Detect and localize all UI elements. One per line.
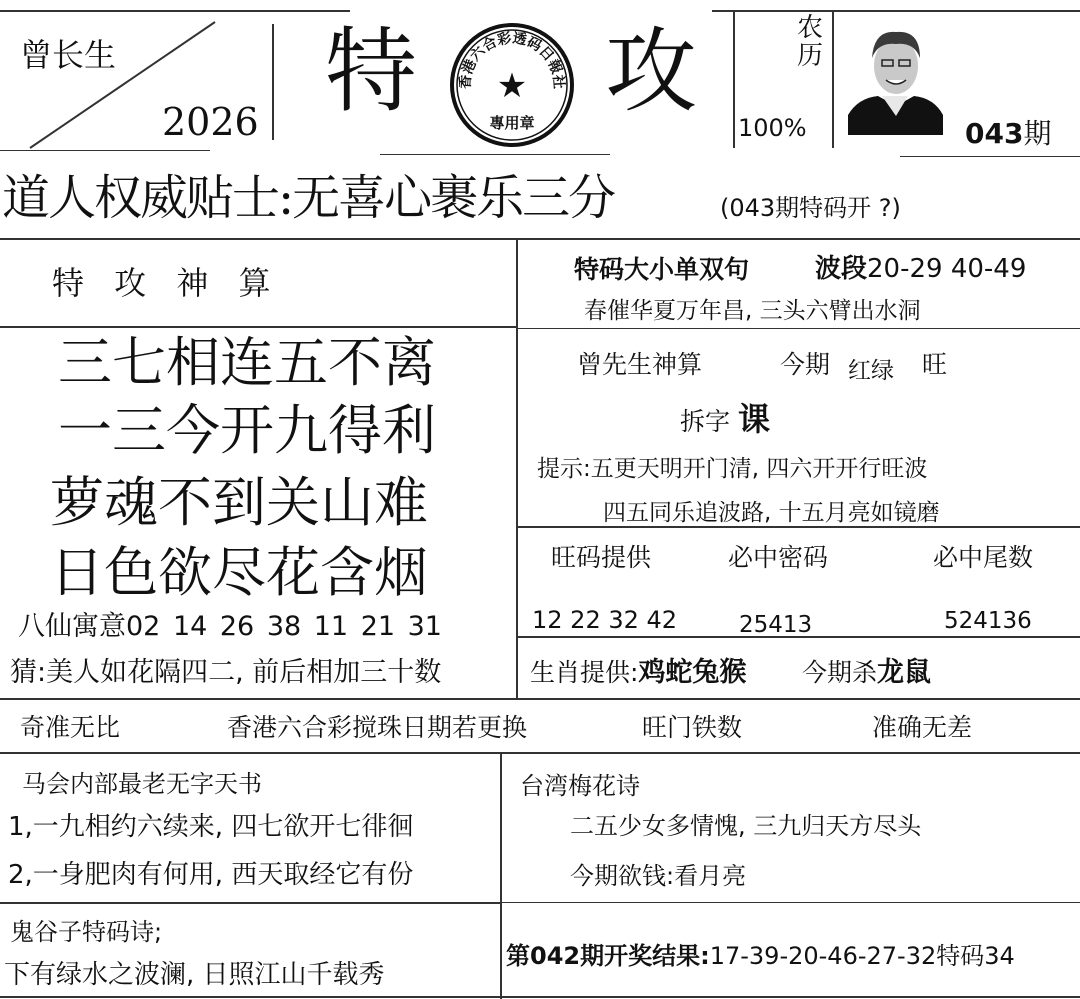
title-char-right: 攻 — [605, 18, 698, 125]
daoren-note: (043期特码开 ?) — [720, 194, 901, 222]
percent-label: 100% — [738, 114, 807, 142]
boduan-label: 波段 — [815, 254, 868, 284]
center-divider — [516, 238, 518, 698]
guess-line: 猜:美人如花隔四二, 前后相加三十数 — [10, 657, 442, 688]
left-bottom-divider — [0, 902, 500, 904]
header-bottom-mid — [380, 154, 610, 155]
taiwan-title: 台湾梅花诗 — [520, 772, 640, 800]
period-number — [965, 112, 1051, 152]
zeng-label: 曾先生神算 — [577, 350, 703, 379]
chaizi-line — [680, 394, 770, 440]
mahui-line-2: 2,一身肥肉有何用, 西天取经它有份 — [8, 860, 414, 890]
result-value: 17-39-20-46-27-32特码34 — [709, 942, 1015, 970]
bottom-center-divider — [500, 752, 502, 999]
banner-item-3: 旺门铁数 — [642, 713, 743, 742]
right-divider-3 — [516, 636, 1080, 638]
seal-ring-text: 香港六合彩透码日報社 — [457, 30, 567, 90]
baxian-line — [18, 604, 442, 643]
header-divider-1 — [272, 24, 274, 140]
title-char-left: 特 — [325, 18, 418, 125]
baxian-numbers: 02 14 26 38 11 21 31 — [126, 611, 442, 642]
sha-line — [802, 650, 931, 689]
sha-value: 龙鼠 — [877, 657, 932, 688]
hint-line-1: 提示:五更天明开门清, 四六开开行旺波 — [537, 456, 928, 482]
mahui-line-1: 1,一九相约六续来, 四七欲开七徘徊 — [8, 812, 414, 842]
shengxiao-label: 生肖提供: — [530, 658, 639, 687]
right-divider-2 — [516, 526, 1080, 528]
poem-line-2: 一三今开九得利 — [58, 399, 436, 462]
jinqi-label: 今期 — [780, 350, 831, 379]
tegong-shensuan-title: 特 攻 神 算 — [52, 264, 281, 302]
period-suffix: 期 — [1023, 117, 1052, 150]
result-label: 第042期开奖结果: — [506, 942, 710, 970]
banner-bottom-border — [0, 752, 1080, 754]
header-divider-2 — [733, 10, 735, 148]
chaizi-label: 拆字 — [680, 407, 731, 436]
boduan-line — [815, 248, 1026, 285]
sha-label: 今期杀 — [802, 658, 878, 687]
mahui-title: 马会内部最老无字天书 — [22, 770, 262, 798]
header-bottom-right — [900, 156, 1080, 157]
col-header-weishu: 必中尾数 — [933, 543, 1034, 572]
col-header-wangma: 旺码提供 — [551, 543, 652, 572]
col-header-mima: 必中密码 — [728, 543, 829, 572]
nongli-text: 农历 — [797, 13, 824, 71]
mima-value: 25413 — [739, 612, 813, 638]
banner-item-4: 准确无差 — [872, 713, 973, 742]
wangma-value: 12 22 32 42 — [532, 606, 678, 634]
poem-line-3: 萝魂不到关山难 — [50, 471, 428, 534]
boduan-value: 20-29 40-49 — [867, 254, 1027, 284]
bottom-border — [0, 996, 1080, 998]
poem-line-1: 三七相连五不离 — [58, 331, 436, 394]
wang-label: 旺 — [922, 350, 948, 379]
result-line — [506, 936, 1015, 971]
header-divider-3 — [832, 12, 834, 148]
shengxiao-line — [530, 650, 746, 689]
guiguzi-line: 下有绿水之波澜, 日照江山千载秀 — [4, 960, 385, 990]
weishu-value: 524136 — [944, 608, 1032, 634]
taiwan-line-2: 今期欲钱:看月亮 — [570, 862, 747, 890]
colors-value: 红绿 — [848, 358, 894, 384]
tema-label: 特码大小单双句 — [574, 255, 750, 284]
guiguzi-title: 鬼谷子特码诗; — [10, 918, 163, 946]
hint-line-2: 四五同乐追波路, 十五月亮如镜磨 — [603, 500, 940, 526]
nongli-label — [797, 14, 827, 70]
daoren-bottom-border — [0, 238, 1080, 240]
seal-center-text: 專用章 — [489, 114, 535, 132]
banner-item-2: 香港六合彩搅珠日期若更换 — [227, 713, 528, 742]
top-border-right — [712, 10, 1080, 12]
seal-stamp — [449, 22, 575, 148]
shengxiao-value: 鸡蛇兔猴 — [638, 657, 747, 688]
baxian-label: 八仙寓意 — [18, 611, 126, 642]
seal-star-icon: ★ — [496, 66, 528, 106]
taiwan-line-1: 二五少女多情愧, 三九归天方尽头 — [570, 812, 922, 840]
tema-poem: 春催华夏万年昌, 三头六臂出水洞 — [584, 298, 921, 324]
chaizi-value: 课 — [737, 400, 770, 438]
period-value: 043 — [965, 117, 1024, 150]
right-divider-1 — [516, 328, 1080, 329]
portrait-photo — [848, 20, 943, 135]
right-bottom-divider — [500, 902, 1080, 903]
banner-item-1: 奇准无比 — [20, 713, 121, 742]
banner-top-border — [0, 698, 1080, 700]
name-label: 曾长生 — [20, 36, 117, 74]
left-title-border — [0, 326, 516, 328]
poem-line-4: 日色欲尽花含烟 — [50, 541, 428, 604]
year-label: 2026 — [162, 100, 259, 144]
daoren-title: 道人权威贴士:无喜心裹乐三分 — [2, 170, 615, 226]
